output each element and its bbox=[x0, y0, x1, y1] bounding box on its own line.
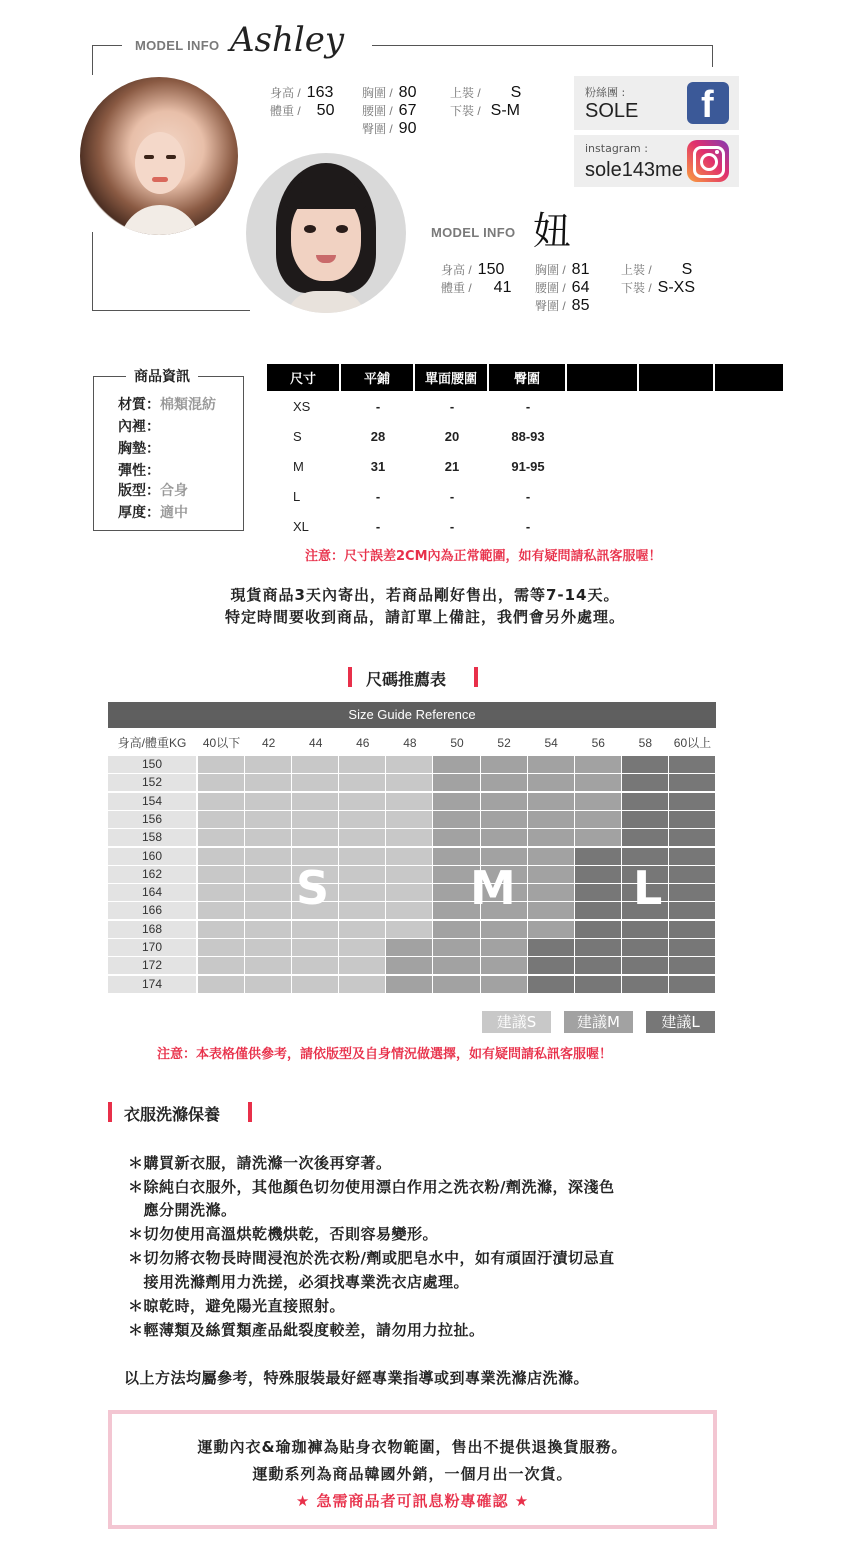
spec-header: 臀圍 bbox=[489, 364, 567, 391]
care-line: ＊除純白衣服外，其他顏色切勿使用漂白作用之洗衣粉/劑洗滌，深淺色 bbox=[128, 1178, 615, 1196]
size-cell-s bbox=[292, 811, 338, 828]
size-cell-l bbox=[622, 976, 668, 993]
table-row bbox=[267, 391, 783, 421]
size-cell-s bbox=[245, 756, 291, 773]
size-cell-m bbox=[575, 793, 621, 810]
suggest-s-badge: 建議S bbox=[482, 1011, 551, 1033]
size-cell-l bbox=[622, 756, 668, 773]
size-cell-s bbox=[198, 866, 244, 883]
spec-cell: - bbox=[375, 518, 381, 534]
pi-label: 版型： bbox=[118, 483, 160, 499]
title-bar bbox=[248, 1102, 252, 1122]
size-cell-s bbox=[386, 866, 432, 883]
size-cell-m bbox=[481, 774, 527, 791]
care-line: ＊購買新衣服，請洗滌一次後再穿著。 bbox=[128, 1154, 392, 1172]
m2-height: 150 bbox=[477, 261, 505, 278]
size-cell-l bbox=[669, 921, 715, 938]
spec-header: 單面腰圍 bbox=[415, 364, 489, 391]
size-cell-m bbox=[433, 921, 479, 938]
m1-hip-label: 臀圍 / bbox=[362, 122, 393, 136]
size-cell-s bbox=[339, 774, 385, 791]
table-row bbox=[267, 481, 783, 511]
size-cell-l bbox=[669, 957, 715, 974]
size-cell-s bbox=[245, 866, 291, 883]
weight-column-header: 42 bbox=[261, 736, 276, 750]
size-cell-s bbox=[292, 957, 338, 974]
size-cell-s bbox=[386, 902, 432, 919]
m1-bust: 80 bbox=[398, 84, 417, 101]
weight-column-header: 50 bbox=[450, 736, 464, 750]
pi-label: 內裡： bbox=[118, 419, 160, 435]
size-cell-m bbox=[433, 793, 479, 810]
height-row-label: 158 bbox=[108, 829, 196, 846]
size-cell-s bbox=[245, 921, 291, 938]
spec-cell: XL bbox=[293, 518, 309, 534]
spec-cell: 88-93 bbox=[511, 428, 545, 444]
spec-cell: 31 bbox=[370, 458, 386, 474]
size-cell-s bbox=[292, 976, 338, 993]
size-cell-s bbox=[198, 774, 244, 791]
m1-top-label: 上裝 / bbox=[450, 86, 481, 100]
care-line: ＊晾乾時，避免陽光直接照射。 bbox=[128, 1297, 346, 1315]
size-cell-s bbox=[339, 866, 385, 883]
spec-cell: S bbox=[293, 428, 302, 444]
size-cell-s bbox=[245, 848, 291, 865]
size-cell-l bbox=[575, 957, 621, 974]
spec-cell: - bbox=[449, 518, 455, 534]
facebook-icon: f bbox=[687, 82, 729, 124]
size-cell-m bbox=[481, 829, 527, 846]
care-line: ＊輕薄類及絲質類產品紕裂度較差，請勿用力拉扯。 bbox=[128, 1321, 485, 1339]
size-cell-s bbox=[245, 811, 291, 828]
size-cell-s bbox=[245, 939, 291, 956]
size-cell-m bbox=[528, 884, 574, 901]
size-cell-s bbox=[386, 884, 432, 901]
sport-notice-box bbox=[108, 1410, 717, 1529]
size-cell-s bbox=[386, 756, 432, 773]
size-cell-m bbox=[433, 976, 479, 993]
m2-top-label: 上裝 / bbox=[621, 263, 652, 277]
title-bar bbox=[108, 1102, 112, 1122]
size-guide-note: 注意：本表格僅供參考，請依版型及自身情況做選擇，如有疑問請私訊客服喔！ bbox=[157, 1047, 613, 1062]
size-cell-s bbox=[339, 829, 385, 846]
size-cell-m bbox=[433, 774, 479, 791]
size-cell-s bbox=[245, 774, 291, 791]
size-cell-s bbox=[292, 939, 338, 956]
size-cell-l bbox=[669, 902, 715, 919]
size-cell-s bbox=[198, 829, 244, 846]
size-cell-m bbox=[481, 939, 527, 956]
m1-height: 163 bbox=[306, 84, 334, 101]
model2-label: MODEL INFO bbox=[431, 225, 516, 240]
height-row-label: 172 bbox=[108, 957, 196, 974]
size-cell-m bbox=[481, 756, 527, 773]
size-cell-l bbox=[622, 939, 668, 956]
size-guide-header: Size Guide Reference bbox=[108, 702, 716, 728]
spec-header: 平鋪 bbox=[341, 364, 415, 391]
fb-value: SOLE bbox=[585, 100, 639, 122]
m1-top: S bbox=[510, 84, 522, 101]
size-cell-s bbox=[339, 756, 385, 773]
size-cell-s bbox=[198, 921, 244, 938]
spec-cell: - bbox=[449, 488, 455, 504]
size-cell-s bbox=[198, 884, 244, 901]
size-cell-m bbox=[433, 939, 479, 956]
spec-header: 尺寸 bbox=[267, 364, 341, 391]
weight-column-header: 56 bbox=[591, 736, 605, 750]
size-cell-s bbox=[386, 921, 432, 938]
size-cell-s bbox=[245, 902, 291, 919]
model1-label: MODEL INFO bbox=[135, 38, 220, 53]
spec-cell: - bbox=[375, 398, 381, 414]
suggest-m-badge: 建議M bbox=[564, 1011, 633, 1033]
size-cell-m bbox=[481, 793, 527, 810]
pi-value: 棉類混紡 bbox=[160, 397, 216, 413]
facebook-link[interactable] bbox=[574, 76, 739, 130]
size-cell-m bbox=[481, 921, 527, 938]
size-cell-s bbox=[198, 902, 244, 919]
size-cell-s bbox=[339, 902, 385, 919]
sport-line-1: 運動內衣&瑜珈褲為貼身衣物範圍，售出不提供退換貨服務。 bbox=[197, 1438, 628, 1456]
pi-label: 厚度： bbox=[118, 505, 160, 521]
size-cell-m bbox=[386, 957, 432, 974]
size-cell-l bbox=[575, 848, 621, 865]
size-cell-s bbox=[292, 793, 338, 810]
size-cell-l bbox=[669, 756, 715, 773]
size-cell-s bbox=[339, 811, 385, 828]
size-cell-m bbox=[528, 774, 574, 791]
product-info-title: 商品資訊 bbox=[126, 366, 198, 386]
size-cell-l bbox=[575, 921, 621, 938]
size-cell-m bbox=[528, 756, 574, 773]
pi-label: 彈性： bbox=[118, 463, 160, 479]
spec-cell: 28 bbox=[370, 428, 386, 444]
height-row-label: 166 bbox=[108, 902, 196, 919]
size-cell-m bbox=[433, 811, 479, 828]
size-cell-s bbox=[292, 921, 338, 938]
zone-label-l: L bbox=[633, 861, 665, 915]
m2-top: S bbox=[681, 261, 693, 278]
size-cell-s bbox=[386, 848, 432, 865]
height-row-label: 150 bbox=[108, 756, 196, 773]
product-info-box bbox=[93, 369, 244, 531]
size-cell-s bbox=[339, 848, 385, 865]
size-cell-s bbox=[198, 811, 244, 828]
m1-weight-label: 體重 / bbox=[270, 104, 301, 118]
size-cell-s bbox=[245, 793, 291, 810]
height-row-label: 170 bbox=[108, 939, 196, 956]
size-cell-m bbox=[481, 957, 527, 974]
size-cell-s bbox=[339, 939, 385, 956]
m1-bottom: S-M bbox=[490, 102, 520, 119]
size-cell-l bbox=[622, 811, 668, 828]
instagram-icon bbox=[687, 140, 729, 182]
size-spec-table bbox=[267, 364, 783, 541]
m1-waist: 67 bbox=[398, 102, 417, 119]
ig-value: sole143me bbox=[585, 159, 683, 181]
ig-label: instagram : bbox=[585, 142, 648, 155]
weight-column-header: 54 bbox=[544, 736, 558, 750]
height-row-label: 164 bbox=[108, 884, 196, 901]
sport-line-3: ★ 急需商品者可訊息粉專確認 ★ bbox=[295, 1492, 530, 1510]
size-cell-m bbox=[386, 939, 432, 956]
m1-weight: 50 bbox=[316, 102, 335, 119]
size-cell-m bbox=[528, 848, 574, 865]
size-cell-l bbox=[669, 829, 715, 846]
pi-label: 胸墊： bbox=[118, 441, 160, 457]
care-line: ＊切勿使用高溫烘乾機烘乾，否則容易變形。 bbox=[128, 1225, 439, 1243]
model1-avatar bbox=[80, 77, 238, 235]
size-cell-l bbox=[528, 957, 574, 974]
weight-column-header: 46 bbox=[356, 736, 370, 750]
m1-height-label: 身高 / bbox=[270, 86, 301, 100]
size-cell-l bbox=[575, 866, 621, 883]
m1-waist-label: 腰圍 / bbox=[362, 104, 393, 118]
size-cell-m bbox=[575, 811, 621, 828]
size-cell-s bbox=[386, 829, 432, 846]
size-cell-l bbox=[669, 884, 715, 901]
table-row bbox=[267, 451, 783, 481]
spec-note: 注意：尺寸誤差2CM內為正常範圍，如有疑問請私訊客服喔！ bbox=[305, 549, 662, 564]
m2-height-label: 身高 / bbox=[441, 263, 472, 277]
m2-weight-label: 體重 / bbox=[441, 281, 472, 295]
weight-column-header: 48 bbox=[403, 736, 417, 750]
height-row-label: 168 bbox=[108, 921, 196, 938]
m1-bottom-label: 下裝 / bbox=[450, 104, 481, 118]
m1-bust-label: 胸圍 / bbox=[362, 86, 393, 100]
size-cell-s bbox=[198, 939, 244, 956]
title-bar bbox=[348, 667, 352, 687]
spec-cell: 91-95 bbox=[511, 458, 545, 474]
size-cell-s bbox=[339, 793, 385, 810]
care-title: 衣服洗滌保養 bbox=[124, 1105, 221, 1124]
height-row-label: 174 bbox=[108, 976, 196, 993]
suggest-l-badge: 建議L bbox=[646, 1011, 715, 1033]
spec-cell: 20 bbox=[444, 428, 460, 444]
size-cell-l bbox=[575, 939, 621, 956]
size-cell-s bbox=[386, 774, 432, 791]
weight-column-header: 60以上 bbox=[673, 736, 712, 750]
spec-header bbox=[567, 364, 639, 391]
instagram-link[interactable] bbox=[574, 135, 739, 187]
height-row-label: 154 bbox=[108, 793, 196, 810]
care-line: 應分開洗滌。 bbox=[128, 1201, 237, 1219]
size-cell-s bbox=[245, 976, 291, 993]
height-row-label: 160 bbox=[108, 848, 196, 865]
size-cell-s bbox=[198, 976, 244, 993]
size-cell-l bbox=[622, 957, 668, 974]
zone-label-s: S bbox=[296, 861, 332, 915]
height-row-label: 162 bbox=[108, 866, 196, 883]
spec-cell: 21 bbox=[444, 458, 460, 474]
size-cell-m bbox=[433, 957, 479, 974]
size-cell-l bbox=[528, 939, 574, 956]
size-cell-l bbox=[575, 976, 621, 993]
model1-name: Ashley bbox=[230, 20, 345, 60]
pi-value: 適中 bbox=[160, 505, 188, 521]
size-cell-s bbox=[339, 976, 385, 993]
size-cell-m bbox=[481, 811, 527, 828]
size-cell-l bbox=[669, 848, 715, 865]
size-cell-l bbox=[622, 774, 668, 791]
size-cell-m bbox=[528, 866, 574, 883]
weight-column-header: 40以下 bbox=[202, 736, 241, 750]
m2-bust: 81 bbox=[571, 261, 590, 278]
spec-header bbox=[715, 364, 783, 391]
size-guide-corner: 身高/體重KG bbox=[117, 736, 187, 750]
spec-cell: - bbox=[375, 488, 381, 504]
m2-hip-label: 臀圍 / bbox=[535, 299, 566, 313]
size-cell-s bbox=[292, 756, 338, 773]
table-row bbox=[267, 421, 783, 451]
size-cell-s bbox=[198, 756, 244, 773]
table-row bbox=[267, 511, 783, 541]
size-cell-s bbox=[198, 793, 244, 810]
care-footer: 以上方法均屬參考，特殊服裝最好經專業指導或到專業洗滌店洗滌。 bbox=[124, 1369, 590, 1387]
m2-bottom-label: 下裝 / bbox=[621, 281, 652, 295]
size-cell-s bbox=[339, 884, 385, 901]
model2-name: 妞 bbox=[533, 209, 572, 253]
size-cell-l bbox=[528, 976, 574, 993]
sport-line-2: 運動系列為商品韓國外銷，一個月出一次貨。 bbox=[252, 1465, 573, 1483]
spec-cell: XS bbox=[293, 398, 311, 414]
size-cell-l bbox=[669, 976, 715, 993]
size-cell-s bbox=[245, 957, 291, 974]
spec-cell: - bbox=[449, 398, 455, 414]
size-cell-m bbox=[575, 829, 621, 846]
size-cell-s bbox=[292, 774, 338, 791]
zone-label-m: M bbox=[470, 861, 518, 915]
size-cell-m bbox=[481, 976, 527, 993]
spec-cell: - bbox=[525, 398, 531, 414]
size-cell-l bbox=[669, 793, 715, 810]
size-cell-s bbox=[245, 829, 291, 846]
size-guide-title: 尺碼推薦表 bbox=[366, 670, 447, 689]
model2-avatar bbox=[246, 153, 406, 313]
size-cell-s bbox=[339, 957, 385, 974]
size-cell-m bbox=[433, 756, 479, 773]
size-cell-s bbox=[198, 848, 244, 865]
care-line: ＊切勿將衣物長時間浸泡於洗衣粉/劑或肥皂水中，如有頑固汙漬切忌直 bbox=[128, 1249, 615, 1267]
size-cell-l bbox=[575, 902, 621, 919]
height-row-label: 156 bbox=[108, 811, 196, 828]
pi-value: 合身 bbox=[160, 483, 188, 499]
spec-cell: L bbox=[293, 488, 301, 504]
size-cell-m bbox=[528, 793, 574, 810]
size-cell-s bbox=[198, 957, 244, 974]
size-cell-l bbox=[575, 884, 621, 901]
size-cell-s bbox=[386, 793, 432, 810]
shipping-line-1: 現貨商品3天內寄出，若商品剛好售出，需等7-14天。 bbox=[230, 586, 620, 604]
pi-label: 材質： bbox=[118, 397, 160, 413]
size-cell-l bbox=[622, 793, 668, 810]
title-bar bbox=[474, 667, 478, 687]
size-cell-m bbox=[528, 829, 574, 846]
size-cell-l bbox=[669, 939, 715, 956]
spec-cell: M bbox=[293, 458, 304, 474]
size-cell-l bbox=[622, 829, 668, 846]
size-cell-m bbox=[575, 756, 621, 773]
size-cell-s bbox=[339, 921, 385, 938]
size-cell-s bbox=[292, 829, 338, 846]
size-cell-s bbox=[386, 811, 432, 828]
m2-waist-label: 腰圍 / bbox=[535, 281, 566, 295]
m2-bottom: S-XS bbox=[657, 279, 696, 296]
weight-column-header: 52 bbox=[497, 736, 511, 750]
size-cell-m bbox=[528, 921, 574, 938]
size-cell-m bbox=[575, 774, 621, 791]
shipping-line-2: 特定時間要收到商品，請訂單上備註，我們會另外處理。 bbox=[224, 608, 625, 626]
fb-label: 粉絲團 : bbox=[585, 86, 626, 99]
size-cell-l bbox=[669, 811, 715, 828]
height-row-label: 152 bbox=[108, 774, 196, 791]
spec-cell: - bbox=[525, 488, 531, 504]
weight-column-header: 44 bbox=[309, 736, 323, 750]
care-line: 接用洗滌劑用力洗搓，必須找專業洗衣店處理。 bbox=[128, 1273, 470, 1291]
size-cell-m bbox=[433, 829, 479, 846]
size-cell-s bbox=[245, 884, 291, 901]
size-cell-m bbox=[528, 902, 574, 919]
weight-column-header: 58 bbox=[638, 736, 653, 750]
m2-weight: 41 bbox=[493, 279, 512, 296]
spec-header bbox=[639, 364, 715, 391]
m2-waist: 64 bbox=[571, 279, 590, 296]
size-cell-m bbox=[528, 811, 574, 828]
size-cell-l bbox=[669, 866, 715, 883]
size-cell-l bbox=[622, 921, 668, 938]
m1-hip: 90 bbox=[398, 120, 417, 137]
spec-cell: - bbox=[525, 518, 531, 534]
size-cell-m bbox=[386, 976, 432, 993]
size-cell-l bbox=[669, 774, 715, 791]
m2-hip: 85 bbox=[571, 297, 590, 314]
m2-bust-label: 胸圍 / bbox=[535, 263, 566, 277]
